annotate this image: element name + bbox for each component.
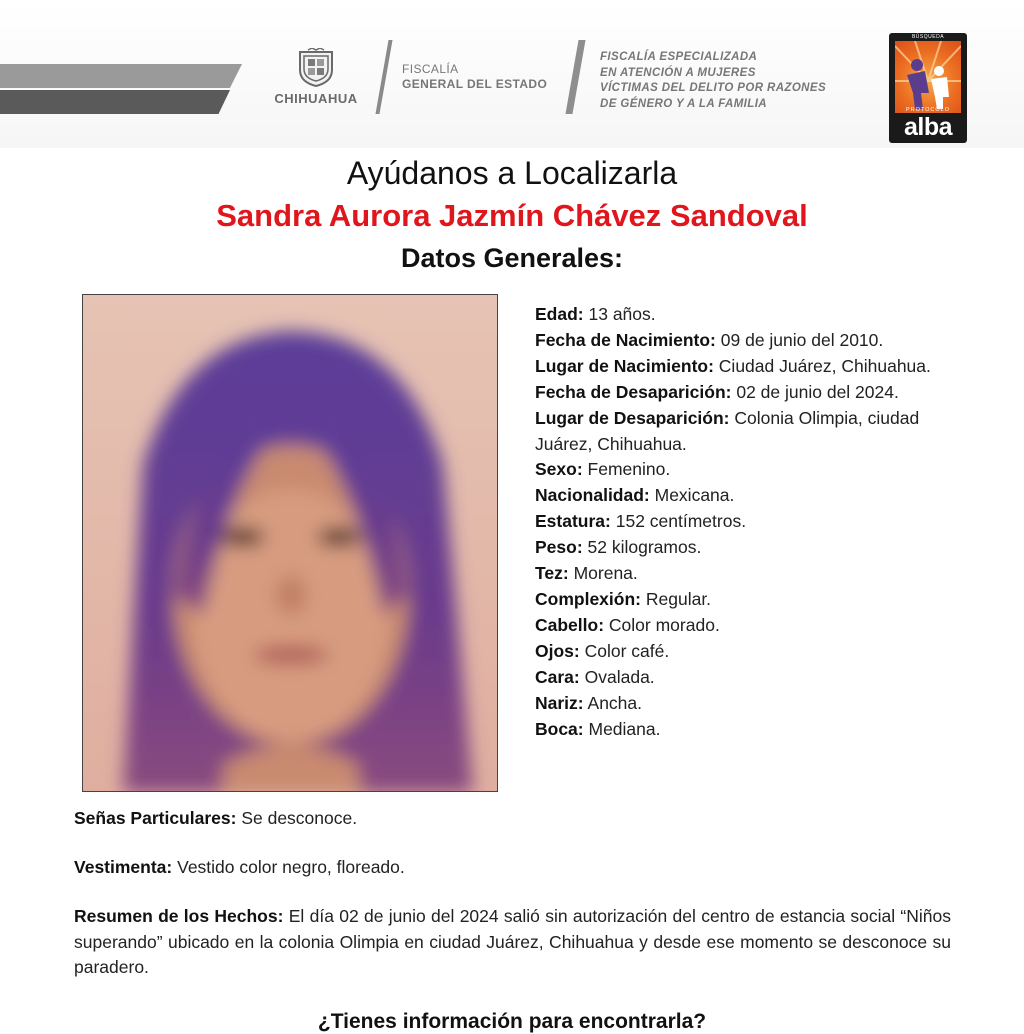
state-label: CHIHUAHUA bbox=[274, 91, 358, 106]
fact-value: Ancha. bbox=[587, 692, 643, 713]
fiscalia-line-1: FISCALÍA bbox=[402, 62, 459, 76]
fact-label: Peso: bbox=[535, 537, 583, 558]
clothing-value: Vestido color negro, floreado. bbox=[177, 857, 405, 877]
fact-value: 52 kilogramos. bbox=[587, 537, 702, 558]
fact-complexion-tone bbox=[535, 561, 955, 587]
fact-birth-place bbox=[535, 354, 955, 380]
header-divider-2 bbox=[565, 40, 585, 114]
fact-eyes bbox=[535, 639, 955, 665]
alba-word: alba bbox=[903, 113, 953, 141]
fact-label: Boca: bbox=[535, 718, 584, 739]
fact-value: 152 centímetros. bbox=[615, 511, 747, 532]
fact-value: Mexicana. bbox=[654, 485, 735, 506]
page-title: Ayúdanos a Localizarla bbox=[346, 155, 678, 191]
gray-stripe-dark bbox=[0, 90, 230, 114]
fact-build bbox=[535, 587, 955, 613]
fact-label: Sexo: bbox=[535, 459, 583, 480]
clothing-label: Vestimenta: bbox=[74, 857, 173, 877]
fact-value: Ciudad Juárez, Chihuahua. bbox=[718, 355, 931, 376]
fact-label: Fecha de Desaparición: bbox=[535, 381, 732, 402]
missing-person-photo bbox=[82, 294, 498, 792]
fem-line: VÍCTIMAS DEL DELITO POR RAZONES bbox=[600, 82, 827, 94]
fact-value: Mediana. bbox=[588, 718, 661, 739]
missing-person-name: Sandra Aurora Jazmín Chávez Sandoval bbox=[216, 198, 808, 233]
chihuahua-logo bbox=[266, 48, 366, 114]
fact-value: Color café. bbox=[584, 640, 670, 661]
particular-marks-value: Se desconoce. bbox=[241, 808, 358, 828]
fact-label: Nacionalidad: bbox=[535, 485, 650, 506]
particular-marks bbox=[74, 806, 951, 832]
fact-weight bbox=[535, 535, 955, 561]
fact-hair bbox=[535, 613, 955, 639]
fact-value: 13 años. bbox=[588, 304, 656, 324]
fact-mouth bbox=[535, 717, 955, 743]
fact-value: Color morado. bbox=[608, 614, 720, 635]
information-question: ¿Tienes información para encontrarla? bbox=[317, 1010, 707, 1033]
fact-label: Lugar de Desaparición: bbox=[535, 407, 730, 428]
fem-line: EN ATENCIÓN A MUJERES bbox=[600, 66, 756, 79]
fact-face bbox=[535, 665, 955, 691]
fact-value: Colonia Olimpia, ciudad Juárez, Chihuahua. bbox=[535, 407, 920, 454]
fact-label: Ojos: bbox=[535, 640, 580, 661]
particular-marks-label: Señas Particulares: bbox=[74, 808, 237, 828]
fact-disappearance-place bbox=[535, 406, 955, 458]
fact-value: Morena. bbox=[573, 563, 638, 584]
chihuahua-shield-icon bbox=[294, 48, 338, 88]
fact-value: Femenino. bbox=[587, 459, 671, 480]
facts-summary-label: Resumen de los Hechos: bbox=[74, 906, 284, 926]
protocolo-alba-logo bbox=[889, 33, 967, 143]
general-data-list bbox=[535, 302, 955, 742]
section-title: Datos Generales: bbox=[400, 243, 624, 273]
alba-protocol-text: PROTOCOLO bbox=[905, 107, 951, 113]
fact-label: Tez: bbox=[535, 563, 569, 584]
fact-value: Ovalada. bbox=[584, 666, 655, 687]
fact-birth-date bbox=[535, 328, 955, 354]
fact-value: 02 de junio del 2024. bbox=[736, 381, 899, 402]
fem-line: FISCALÍA ESPECIALIZADA bbox=[600, 51, 758, 63]
facts-summary-value: El día 02 de junio del 2024 salió sin autorización del centro de estancia social “Niños superando” ubicado en la colonia Olimpia en ciudad Juárez, Chihuahua y desde ese momento se desconoce su paradero. bbox=[74, 906, 951, 977]
clothing bbox=[74, 855, 951, 881]
gray-stripe-light bbox=[0, 64, 242, 88]
fiscalia-especializada-label bbox=[600, 50, 826, 112]
fact-nose bbox=[535, 691, 955, 717]
fact-value: Regular. bbox=[645, 588, 712, 609]
fact-label: Nariz: bbox=[535, 692, 584, 713]
fem-line: DE GÉNERO Y A LA FAMILIA bbox=[600, 97, 767, 110]
fiscalia-general-label bbox=[402, 62, 547, 92]
facts-summary bbox=[74, 904, 951, 981]
fact-age bbox=[535, 302, 955, 328]
fact-height bbox=[535, 509, 955, 535]
fiscalia-line-2: GENERAL DEL ESTADO bbox=[402, 77, 548, 91]
fact-nationality bbox=[535, 483, 955, 509]
alba-top-text: BÚSQUEDA bbox=[911, 34, 945, 40]
fact-label: Complexión: bbox=[535, 588, 641, 609]
fact-label: Lugar de Nacimiento: bbox=[535, 355, 714, 376]
fact-label: Fecha de Nacimiento: bbox=[535, 329, 716, 350]
fact-label: Estatura: bbox=[535, 511, 611, 532]
fact-label: Edad: bbox=[535, 304, 584, 324]
header-divider bbox=[375, 40, 392, 114]
header-band bbox=[0, 0, 1024, 148]
fact-sex bbox=[535, 457, 955, 483]
fact-disappearance-date bbox=[535, 380, 955, 406]
fact-label: Cabello: bbox=[535, 614, 605, 635]
alba-figures-icon bbox=[895, 41, 961, 113]
fact-label: Cara: bbox=[535, 666, 580, 687]
fact-value: 09 de junio del 2010. bbox=[720, 329, 884, 350]
